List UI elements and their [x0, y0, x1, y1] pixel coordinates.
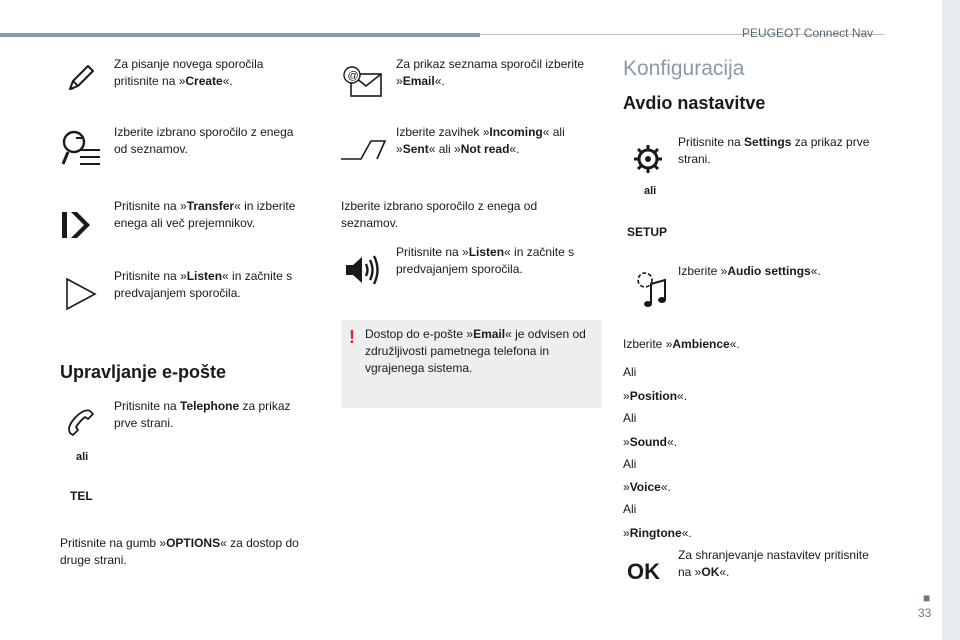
email-envelope-icon — [343, 66, 383, 103]
or-text: Ali — [623, 502, 637, 516]
select-from-list-text: Izberite izbrano sporočilo z enega od seznamov. — [341, 199, 538, 230]
or-text: Ali — [623, 457, 637, 471]
pencil-icon — [64, 62, 96, 99]
options-instruction: Pritisnite na gumb »OPTIONS« za dostop do druge strani. — [60, 536, 299, 567]
create-instruction: Za pisanje novega sporočila pritisnite na »Create«. — [114, 57, 264, 88]
listen-instruction: Pritisnite na »Listen« in začnite s predvajanjem sporočila. — [114, 269, 293, 300]
svg-text:@: @ — [347, 70, 359, 82]
transfer-instruction: Pritisnite na »Transfer« in izberite enega ali več prejemnikov. — [114, 199, 296, 230]
play-triangle-icon — [65, 277, 97, 316]
ringtone-option: »Ringtone«. — [623, 526, 692, 540]
save-instruction: Za shranjevanje nastavitev pritisnite na »OK«. — [678, 548, 869, 579]
page-number: 33 — [918, 606, 932, 620]
forward-arrow-icon — [62, 210, 92, 245]
listen-email-instruction: Pritisnite na »Listen« in začnite s predvajanjem sporočila. — [396, 245, 575, 276]
warning-icon: ! — [349, 327, 355, 347]
tab-selection-instruction: Izberite zavihek »Incoming« ali »Sent« ali »Not read«. — [396, 125, 565, 156]
email-list-instruction: Za prikaz seznama sporočil izberite »Email«. — [396, 57, 585, 88]
page-edge-tab — [942, 0, 960, 640]
gear-icon — [633, 144, 663, 179]
position-option: »Position«. — [623, 389, 688, 403]
select-message-instruction: Izberite izbrano sporočilo z enega od seznamov. — [114, 125, 294, 156]
page-header-title: PEUGEOT Connect Nav — [742, 26, 874, 40]
compatibility-note-text: Dostop do e-pošte »Email« je odvisen od združljivosti pametnega telefona in vgrajenega sistema. — [365, 327, 586, 375]
tab-icon — [341, 139, 387, 166]
email-heading: Upravljanje e-pošte — [60, 362, 227, 382]
setup-button-label: SETUP — [627, 225, 668, 239]
or-text: Ali — [623, 365, 637, 379]
tel-button-label: TEL — [70, 489, 93, 503]
ok-button-label: OK — [627, 559, 660, 584]
telephone-instruction: Pritisnite na Telephone za prikaz prve strani. — [114, 399, 291, 430]
header-rule — [0, 33, 480, 37]
speaker-icon — [344, 254, 380, 291]
page-marker: ■ — [923, 591, 931, 605]
music-settings-icon — [633, 268, 667, 313]
ambience-option: Izberite »Ambience«. — [623, 337, 740, 351]
audio-heading: Avdio nastavitve — [623, 93, 766, 113]
or-label: ali — [76, 451, 89, 463]
section-title: Konfiguracija — [623, 57, 745, 80]
magnifier-list-icon — [60, 128, 102, 175]
sound-option: »Sound«. — [623, 435, 678, 449]
or-text: Ali — [623, 411, 637, 425]
voice-option: »Voice«. — [623, 480, 671, 494]
or-label-settings: ali — [644, 185, 657, 197]
settings-instruction: Pritisnite na Settings za prikaz prve strani. — [678, 135, 870, 166]
phone-handset-icon — [66, 407, 96, 442]
audio-settings-instruction: Izberite »Audio settings«. — [678, 264, 821, 278]
